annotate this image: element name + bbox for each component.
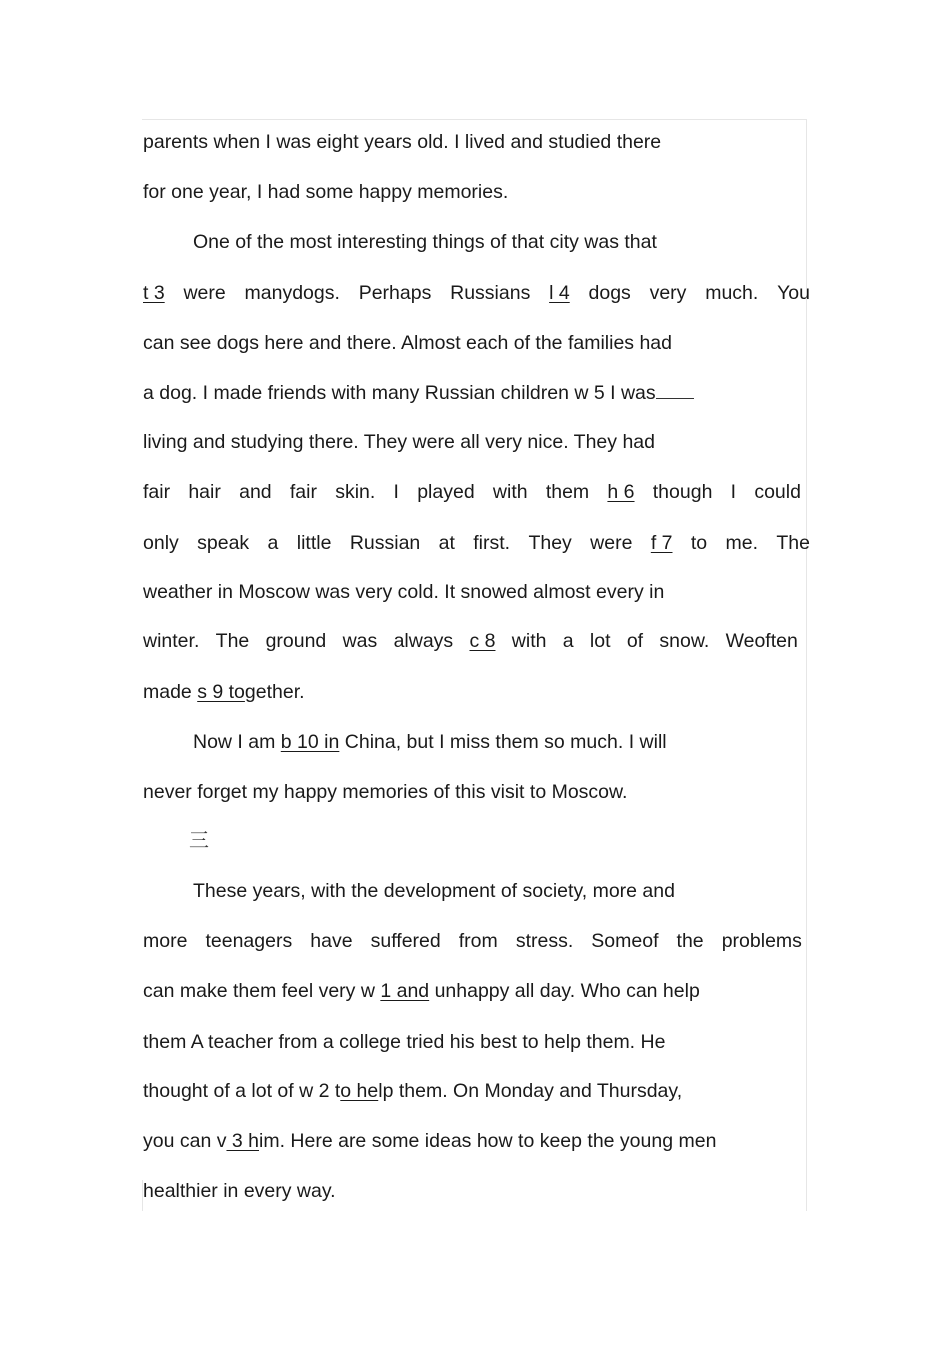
text-line: living and studying there. They were all very nice. They had (143, 431, 655, 453)
blank-8: c 8 (469, 630, 496, 652)
text-line-justified: only speak a little Russian at first. They were f 7 to me. The (143, 532, 810, 554)
text-line-justified: t 3 were manydogs. Perhaps Russians l 4 dogs very much. You (143, 282, 810, 304)
text-line-justified: winter. The ground was always c 8 with a lot of snow. Weoften (143, 630, 798, 652)
text-line: parents when I was eight years old. I lived and studied there (143, 131, 662, 153)
blank-1: 1 and (380, 980, 430, 1002)
paragraph-start: These years, with the development of society, more and (193, 880, 675, 902)
text-line: can see dogs here and there. Almost each of the families had (143, 332, 672, 354)
text-line: thought of a lot of w 2 to help them. On Monday and Thursday, (143, 1080, 683, 1102)
text-line: never forget my happy memories of this visit to Moscow. (143, 781, 628, 803)
page-frame-top (142, 119, 807, 120)
blank-4: l 4 (549, 282, 570, 304)
text-line-justified: fair hair and fair skin. I played with them h 6 though I could (143, 481, 801, 503)
blank-2: o he (340, 1080, 379, 1102)
paragraph-start: One of the most interesting things of that city was that (193, 231, 657, 253)
blank-3: t 3 (143, 282, 165, 304)
text-line: a dog. I made friends with many Russian children w 5 I was (143, 380, 694, 405)
blank-line (656, 380, 694, 399)
blank-7: f 7 (650, 532, 673, 554)
text-line: can make them feel very w 1 and unhappy all day. Who can help (143, 980, 700, 1002)
text-line: made s 9 together. (143, 681, 305, 703)
blank-9: s 9 to (197, 681, 245, 703)
text-line: them A teacher from a college tried his best to help them. He (143, 1031, 666, 1053)
blank-10: b 10 in (280, 731, 340, 753)
text-line-justified: more teenagers have suffered from stress. Someof the problems (143, 930, 802, 952)
text-line: you can v 3 him. Here are some ideas how to keep the young men (143, 1130, 717, 1152)
text-line: for one year, I had some happy memories. (143, 181, 509, 203)
text-line: healthier in every way. (143, 1180, 336, 1202)
section-marker: 三 (189, 828, 209, 852)
blank-3: 3 h (226, 1130, 259, 1152)
blank-6: h 6 (607, 481, 635, 503)
paragraph-start: Now I am b 10 in China, but I miss them so much. I will (193, 731, 667, 753)
text-line: weather in Moscow was very cold. It snowed almost every in (143, 581, 665, 603)
